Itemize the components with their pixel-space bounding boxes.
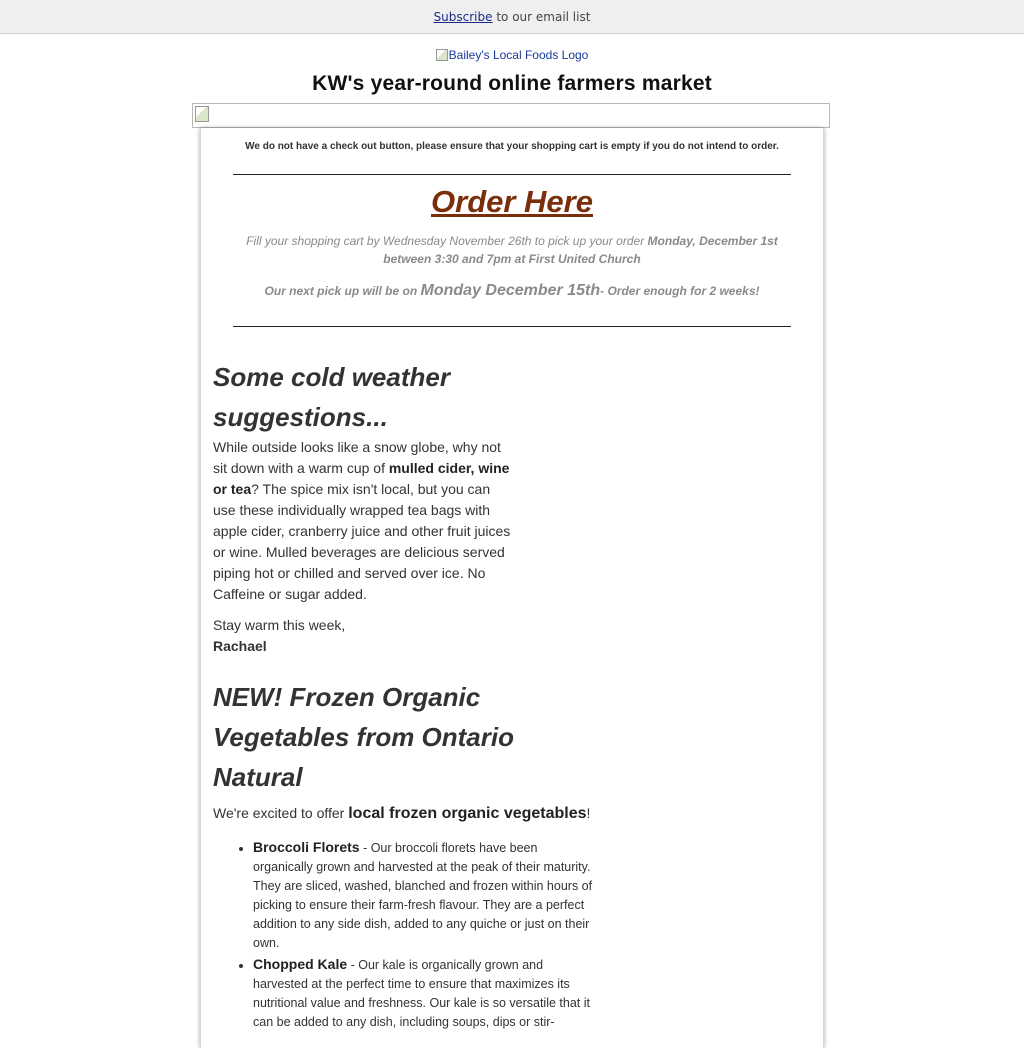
- divider: [233, 326, 791, 327]
- intro-bold: local frozen organic vegetables: [348, 805, 587, 822]
- subscribe-bar: [0, 0, 1024, 34]
- next-pickup-note: - Order enough for 2 weeks!: [600, 284, 760, 298]
- banner-image: [192, 103, 830, 128]
- next-pickup-prefix: Our next pick up will be on: [264, 284, 421, 298]
- mulled-drinks-paragraph: [213, 437, 511, 605]
- product-name: Broccoli Florets: [253, 839, 360, 855]
- broken-image-icon: [436, 49, 448, 61]
- product-description: - Our broccoli florets have been organically grown and harvested at the peak of their maturity. They are sliced, washed, blanched and frozen within hours of picking to ensure their farm-fresh flavour. They are a perfect addition to any side dish, added to any quiche or just on their own.: [253, 841, 593, 950]
- divider: [233, 174, 791, 175]
- paragraph-text: ? The spice mix isn't local, but you can use these individually wrapped tea bags with apple cider, cranberry juice and other fruit juices or wine. Mulled beverages are delicious served piping hot or chilled and served over ice. No Caffeine or sugar added.: [213, 481, 511, 602]
- paragraph-bold: mulled cider, wine or tea: [213, 460, 510, 497]
- pickup-date-time: Monday, December 1st between 3:30 and 7pm at First United Church: [383, 234, 778, 266]
- subscribe-bar-text: to our email list: [492, 10, 591, 24]
- paragraph-text: While outside looks like a snow globe, why not sit down with a warm cup of: [213, 439, 501, 476]
- pickup-details: [237, 232, 787, 268]
- section-title: Some cold weather suggestions...: [213, 362, 450, 432]
- signature: Rachael: [213, 638, 267, 654]
- signoff: [213, 615, 513, 657]
- newsletter-card: [200, 128, 824, 1048]
- intro-text: We're excited to offer: [213, 805, 349, 821]
- subscribe-link[interactable]: Subscribe: [433, 10, 493, 24]
- intro-text: !: [586, 805, 591, 821]
- signoff-text: Stay warm this week,: [213, 617, 346, 633]
- cold-weather-section: [213, 357, 513, 657]
- list-item: [253, 838, 599, 953]
- pickup-details-text: Fill your shopping cart by Wednesday November 26th to pick up your order: [246, 234, 648, 248]
- next-pickup-date: Monday December 15th: [420, 282, 601, 299]
- order-here-link[interactable]: Order Here: [431, 184, 593, 219]
- next-pickup: [201, 282, 823, 300]
- frozen-veg-section: [213, 677, 603, 1034]
- page-headline: KW's year-round online farmers market: [312, 72, 712, 95]
- section-title: NEW! Frozen Organic Vegetables from Ontario Natural: [213, 682, 514, 792]
- checkout-notice: We do not have a check out button, please ensure that your shopping cart is empty if you do not intend to order.: [245, 141, 779, 152]
- product-name: Chopped Kale: [253, 956, 348, 972]
- list-item: [253, 955, 599, 1032]
- logo-alt-text: Bailey's Local Foods Logo: [448, 48, 589, 62]
- product-list: [213, 838, 599, 1032]
- broken-image-icon: [195, 106, 209, 122]
- product-description: - Our kale is organically grown and harvested at the perfect time to ensure that maximizes its nutritional value and freshness. Our kale is so versatile that it can be added to any dish, including soups, dips or stir-: [253, 958, 590, 1029]
- frozen-veg-intro: [213, 803, 603, 824]
- logo-image[interactable]: [0, 48, 1024, 62]
